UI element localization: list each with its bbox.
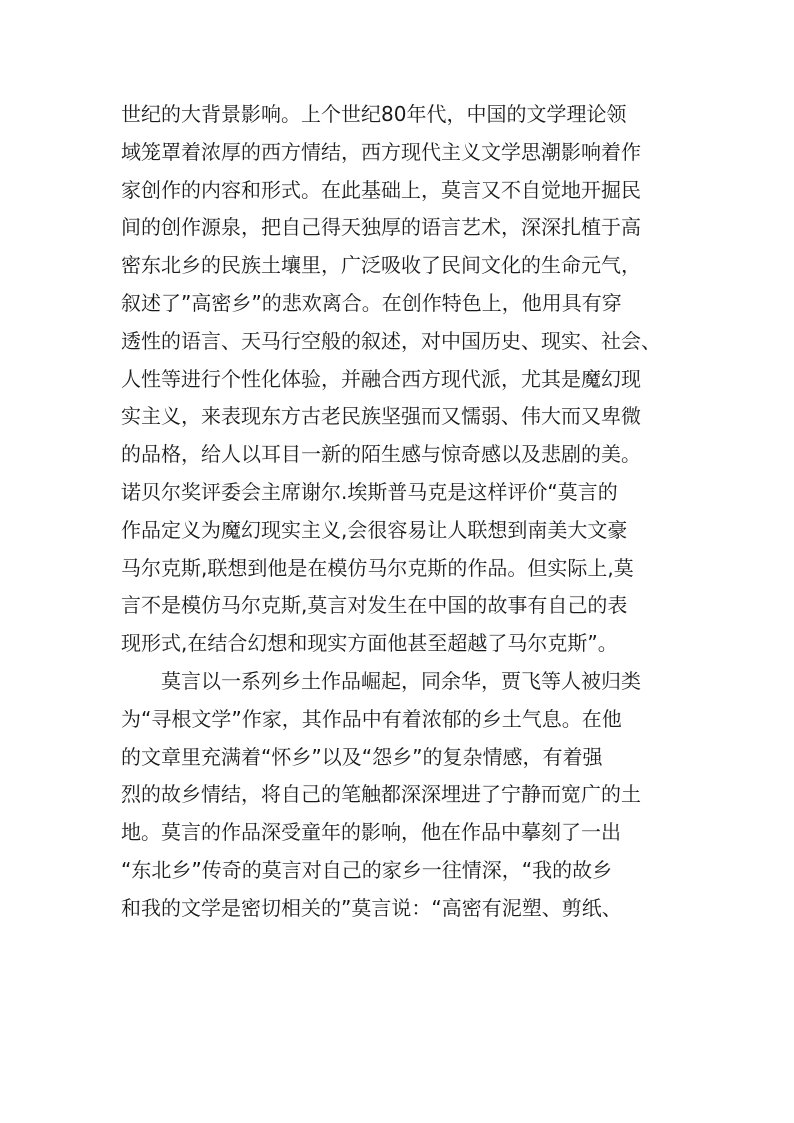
document-body [121,96,681,928]
text-line: 烈的故乡情结，将自己的笔触都深深埋进了宁静而宽广的土 [121,782,641,807]
text-line: 透性的语言、天马行空般的叙述，对中国历史、现实、社会、 [121,328,661,353]
text-line: 地。莫言的作品深受童年的影响，他在作品中摹刻了一出 [121,820,621,845]
text-line: 现形式,在结合幻想和现实方面他甚至超越了马尔克斯”。 [121,631,618,656]
paragraph-1 [121,96,681,663]
text-line: 诺贝尔奖评委会主席谢尔.埃斯普马克是这样评价“莫言的 [121,479,618,504]
text-line: 域笼罩着浓厚的西方情结，西方现代主义文学思潮影响着作 [121,139,641,164]
paragraph-2 [121,663,681,928]
text-line: 间的创作源泉，把自己得天独厚的语言艺术，深深扎植于高 [121,215,641,240]
text-line: 的品格，给人以耳目一新的陌生感与惊奇感以及悲剧的美。 [121,442,641,467]
text-line: 家创作的内容和形式。在此基础上，莫言又不自觉地开掘民 [121,177,641,202]
text-line: 密东北乡的民族土壤里，广泛吸收了民间文化的生命元气， [121,253,641,278]
text-line: 世纪的大背景影响。上个世纪80年代，中国的文学理论领 [121,102,627,126]
text-line: 马尔克斯,联想到他是在模仿马尔克斯的作品。但实际上,莫 [121,555,634,580]
text-line: 为“寻根文学”作家，其作品中有着浓郁的乡土气息。在他 [121,706,622,731]
text-line: 言不是模仿马尔克斯,莫言对发生在中国的故事有自己的表 [121,593,628,618]
text-line: 实主义，来表现东方古老民族坚强而又懦弱、伟大而又卑微 [121,404,641,429]
text-line: 叙述了”高密乡”的悲欢离合。在创作特色上，他用具有穿 [121,290,622,315]
text-line: “东北乡”传奇的莫言对自己的家乡一往情深，“我的故乡 [121,857,613,882]
text-line: 人性等进行个性化体验，并融合西方现代派，尤其是魔幻现 [121,366,641,391]
text-line: 莫言以一系列乡土作品崛起，同余华，贾飞等人被归类 [161,668,641,693]
text-line: 的文章里充满着“怀乡”以及“怨乡”的复杂情感，有着强 [121,744,603,769]
text-line: 和我的文学是密切相关的”莫言说：“高密有泥塑、剪纸、 [121,895,622,920]
text-line: 作品定义为魔幻现实主义,会很容易让人联想到南美大文豪 [121,517,628,542]
